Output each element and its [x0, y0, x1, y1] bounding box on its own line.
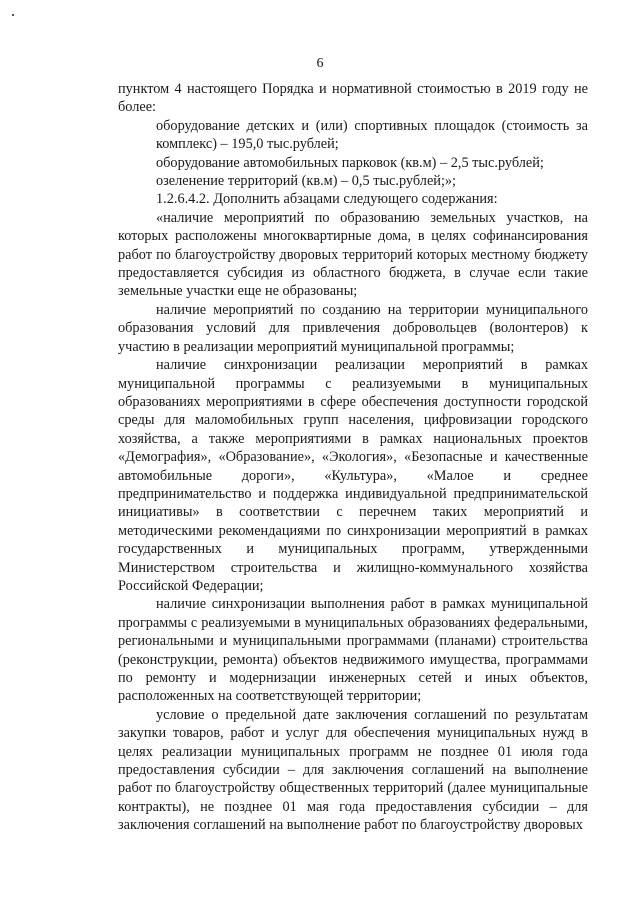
paragraph-intro: пунктом 4 настоящего Порядка и нормативной стоимостью в 2019 году не более:: [118, 81, 588, 116]
paragraph-land-plots: «наличие мероприятий по образованию земельных участков, на которых расположены многоквартирные дома, в целях софинансирования работ по благоустройству дворовых территорий которых местному бюджету предоставляется субсидия из областного бюджета, в случае если такие земельные участки еще не образованы;: [118, 209, 588, 300]
paragraph-synchronization-projects: наличие синхронизации реализации мероприятий в рамках муниципальной программы с реализуемыми в муниципальных образованиях мероприятиями в сфере обеспечения доступности городской среды для маломобильных групп населения, цифровизации городского хозяйства, а также мероприятиями в рамках национальных проектов «Демография», «Образование», «Экология», «Безопасные и качественные автомобильные дороги», «Культура», «Малое и среднее предпринимательство и поддержка индивидуальной предпринимательской инициативы» в соответствии с перечнем таких мероприятий и методическими рекомендациями по синхронизации мероприятий в рамках государственных и муниципальных программ, утвержденными Министерством строительства и жилищно-коммунального хозяйства Российской Федерации;: [118, 357, 588, 594]
paragraph-playground-cost: оборудование детских и (или) спортивных площадок (стоимость за комплекс) – 195,0 тыс.рублей;: [156, 117, 588, 153]
page-number: 6: [316, 56, 324, 71]
paragraph-synchronization-works: наличие синхронизации выполнения работ в рамках муниципальной программы с реализуемыми в муниципальных образованиях федеральными, региональными и муниципальными программами (планами) строительства (реконструкции, ремонта) объектов недвижимого имущества, программами по ремонту и модернизации инженерных сетей и иных объектов, расположенных на соответствующей территории;: [118, 596, 588, 705]
paragraph-greening-cost: озеленение территорий (кв.м) – 0,5 тыс.рублей;»;: [156, 173, 457, 190]
document-body: [118, 80, 588, 835]
paragraph-amendment-heading: 1.2.6.4.2. Дополнить абзацами следующего содержания:: [156, 191, 498, 208]
paragraph-contract-deadline: условие о предельной дате заключения соглашений по результатам закупки товаров, работ и услуг для обеспечения муниципальных нужд в целях реализации муниципальных программ не позднее 01 июля года предоставления субсидии – для заключения соглашений на выполнение работ по благоустройству общественных территорий (далее муниципальные контракты), не позднее 01 мая года предоставления субсидии – для заключения соглашений на выполнение работ по благоустройству дворовых: [118, 706, 588, 834]
scan-artifact-dot: [12, 14, 14, 16]
paragraph-parking-cost: оборудование автомобильных парковок (кв.м) – 2,5 тыс.рублей;: [156, 154, 544, 171]
paragraph-volunteers: наличие мероприятий по созданию на территории муниципального образования условий для привлечения добровольцев (волонтеров) к участию в реализации мероприятий муниципальной программы;: [118, 301, 588, 355]
